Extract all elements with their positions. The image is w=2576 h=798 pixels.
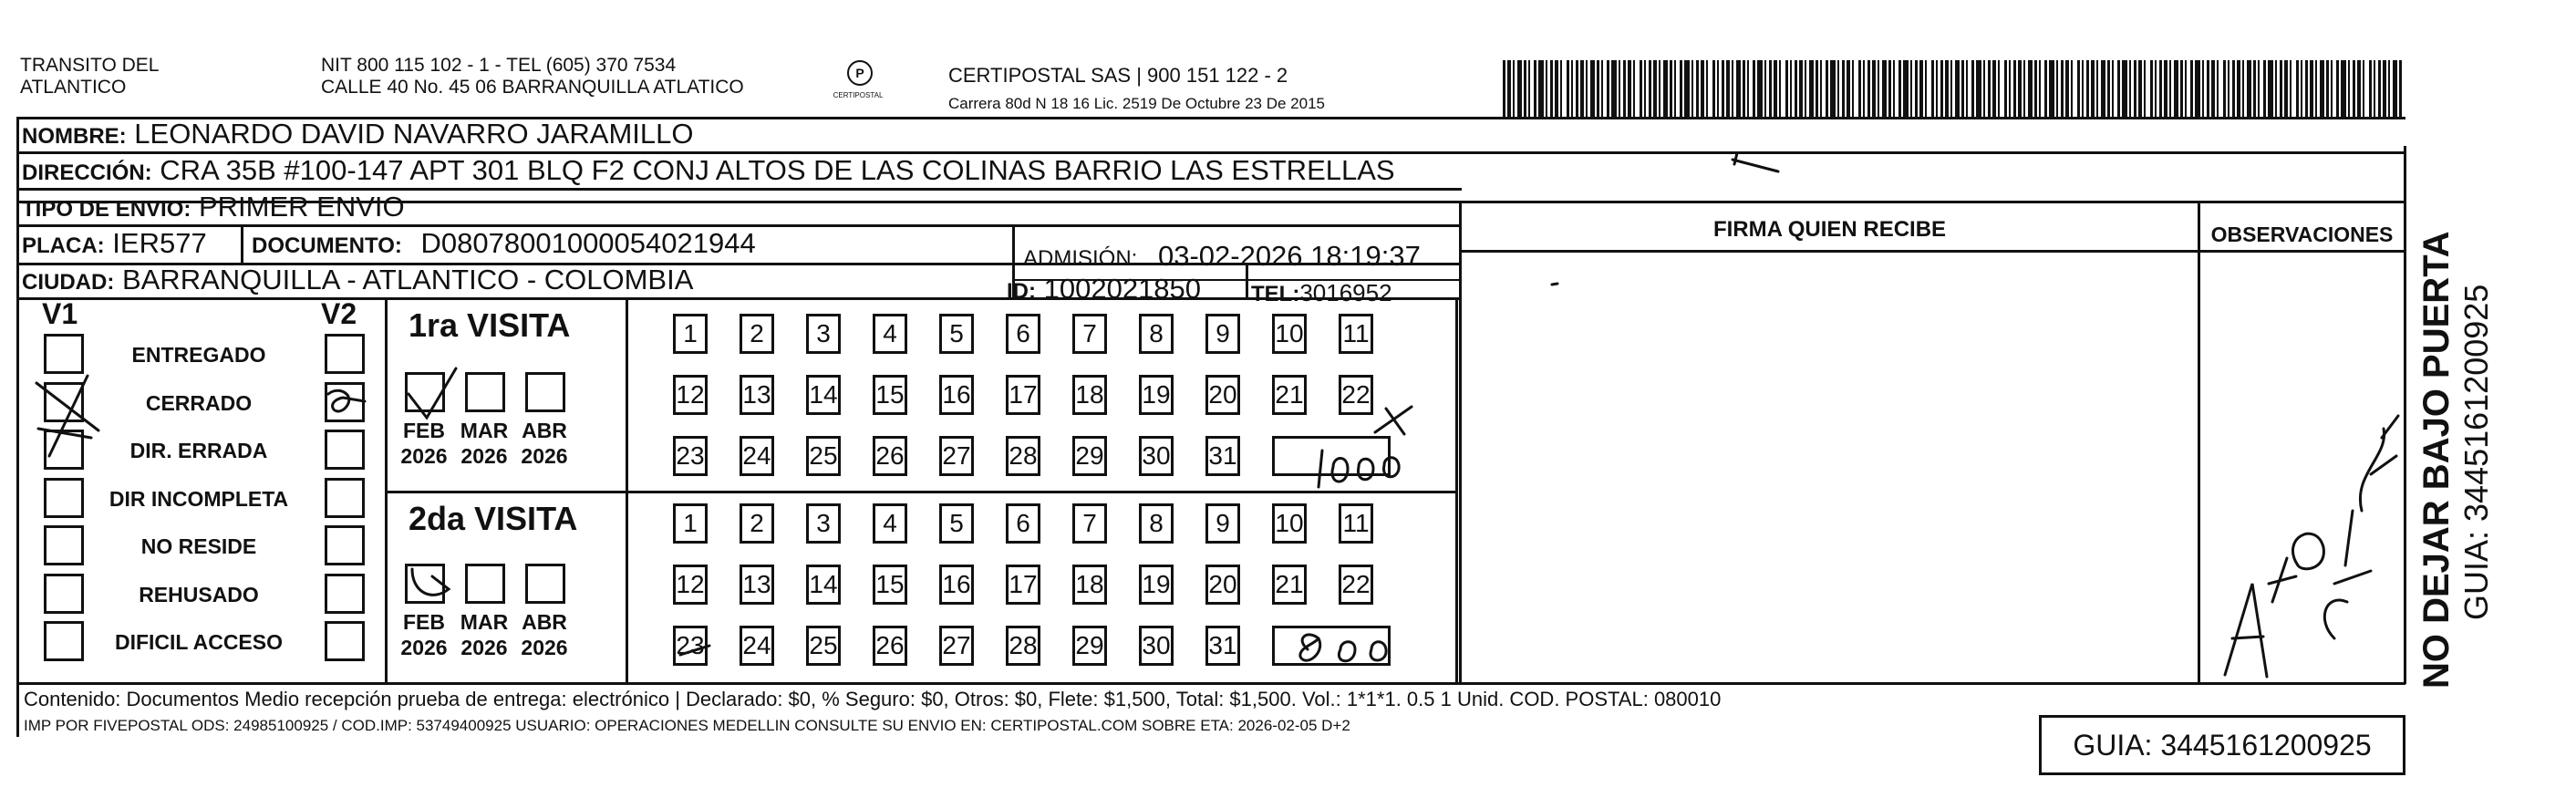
day-box[interactable]: 13 <box>740 565 774 605</box>
day-box[interactable]: 25 <box>806 436 841 476</box>
day-box[interactable]: 8 <box>1139 503 1174 544</box>
day-box[interactable]: 31 <box>1205 626 1240 666</box>
status-label: DIR. ERRADA <box>129 439 268 462</box>
day-box[interactable]: 27 <box>939 436 974 476</box>
year-label: 2026 <box>400 444 448 468</box>
day-box[interactable]: 16 <box>939 375 974 415</box>
day-box[interactable]: 18 <box>1072 565 1107 605</box>
year-label: 2026 <box>460 444 508 468</box>
day-box[interactable]: 10 <box>1272 314 1307 354</box>
day-box[interactable]: 23 <box>673 436 708 476</box>
day-box[interactable]: 21 <box>1272 565 1307 605</box>
day-box[interactable]: 27 <box>939 626 974 666</box>
day-box[interactable]: 20 <box>1205 375 1240 415</box>
tel-value: 3016952 <box>1299 279 1392 306</box>
admision-value: 03-02-2026 18:19:37 <box>1157 240 1421 272</box>
status-label: DIR INCOMPLETA <box>109 487 289 511</box>
day-23-mark <box>680 646 709 655</box>
day-box[interactable]: 21 <box>1272 375 1307 415</box>
status-label: NO RESIDE <box>140 534 257 558</box>
logo-mark-icon: P <box>847 60 873 86</box>
footer-guia: GUIA: 3445161200925 <box>2073 729 2372 762</box>
day-box[interactable]: 8 <box>1139 314 1174 354</box>
day-box[interactable]: 30 <box>1139 436 1174 476</box>
day-box[interactable]: 13 <box>740 375 774 415</box>
sender-line-2: ATLANTICO <box>20 77 127 98</box>
day-box[interactable]: 14 <box>806 565 841 605</box>
month-label: ABR <box>522 419 567 442</box>
observaciones-handwriting-1 <box>2225 534 2323 677</box>
day-box[interactable]: 23 <box>673 626 708 666</box>
month-label: MAR <box>460 419 509 442</box>
day-box[interactable]: 25 <box>806 626 841 666</box>
month-label: FEB <box>403 419 445 442</box>
v2-cerrado-mark <box>328 390 365 411</box>
v2-label: V2 <box>321 297 357 330</box>
day-box[interactable]: 11 <box>1339 314 1373 354</box>
placa-label: PLACA: <box>22 233 105 258</box>
day-box[interactable]: 31 <box>1205 436 1240 476</box>
ciudad-label: CIUDAD: <box>22 270 115 295</box>
day-box[interactable]: 17 <box>1006 565 1040 605</box>
day-box[interactable]: 3 <box>806 314 841 354</box>
license-line: Carrera 80d N 18 16 Lic. 2519 De Octubre 23 De 2015 <box>948 95 1325 112</box>
day-box[interactable]: 12 <box>673 565 708 605</box>
tel-label: TEL: <box>1251 282 1300 306</box>
day-box[interactable]: 26 <box>873 626 907 666</box>
second-visit-time <box>1300 635 1386 661</box>
second-visit-title: 2da VISITA <box>409 500 578 537</box>
status-label: CERRADO <box>145 391 253 415</box>
v1-cerrado-check <box>36 376 98 456</box>
tipo-envio-value: PRIMER ENVIO <box>198 191 405 223</box>
direccion-label: DIRECCIÓN: <box>22 161 152 185</box>
day-box[interactable]: 29 <box>1072 626 1107 666</box>
day-box[interactable]: 11 <box>1339 503 1373 544</box>
day-box[interactable]: 10 <box>1272 503 1307 544</box>
address-line: CALLE 40 No. 45 06 BARRANQUILLA ATLATICO <box>321 77 744 98</box>
nombre-value: LEONARDO DAVID NAVARRO JARAMILLO <box>134 118 694 150</box>
nombre-label: NOMBRE: <box>22 124 127 149</box>
status-label: REHUSADO <box>139 583 259 606</box>
day-box[interactable]: 6 <box>1006 503 1040 544</box>
day-box[interactable]: 18 <box>1072 375 1107 415</box>
day-box[interactable]: 7 <box>1072 503 1107 544</box>
day-box[interactable]: 29 <box>1072 436 1107 476</box>
day-box[interactable]: 16 <box>939 565 974 605</box>
day-box[interactable]: 15 <box>873 375 907 415</box>
day-box[interactable]: 28 <box>1006 626 1040 666</box>
pen-dot <box>1552 284 1557 285</box>
direccion-value: CRA 35B #100-147 APT 301 BLQ F2 CONJ ALTOS DE LAS COLINAS BARRIO LAS ESTRELLAS <box>160 154 1395 186</box>
tipo-envio-label: TIPO DE ENVIO: <box>22 197 191 222</box>
day-box[interactable]: 3 <box>806 503 841 544</box>
status-label: DIFICIL ACCESO <box>114 630 283 654</box>
year-label: 2026 <box>521 444 568 468</box>
day-box[interactable]: 6 <box>1006 314 1040 354</box>
feb-first-check <box>409 368 456 418</box>
pen-mark <box>1733 153 1778 171</box>
day-box[interactable]: 4 <box>873 503 907 544</box>
day-box[interactable]: 14 <box>806 375 841 415</box>
year-label: 2026 <box>460 636 508 659</box>
nit-line: NIT 800 115 102 - 1 - TEL (605) 370 7534 <box>321 55 677 76</box>
feb-second-check <box>412 569 449 595</box>
id-label: ID: <box>1007 279 1036 304</box>
side-guia: GUIA: 3445161200925 <box>2457 284 2495 620</box>
documento-label: DOCUMENTO: <box>252 233 402 258</box>
firma-label: FIRMA QUIEN RECIBE <box>1712 217 1947 242</box>
sender-line-1: TRANSITO DEL <box>20 55 160 76</box>
day-box[interactable]: 12 <box>673 375 708 415</box>
first-visit-time <box>1319 451 1399 487</box>
placa-value: IER577 <box>112 227 207 259</box>
day-box[interactable]: 2 <box>740 314 774 354</box>
day-box[interactable]: 5 <box>939 503 974 544</box>
observaciones-label: OBSERVACIONES <box>2210 223 2394 246</box>
id-value: 1002021850 <box>1043 273 1202 305</box>
status-label: ENTREGADO <box>131 343 266 367</box>
no-dejar-notice: NO DEJAR BAJO PUERTA <box>2416 231 2457 689</box>
day-box[interactable]: 1 <box>673 503 708 544</box>
admision-label: ADMISIÓN: <box>1023 246 1138 271</box>
day-box[interactable]: 28 <box>1006 436 1040 476</box>
documento-value: D08078001000054021944 <box>420 227 756 259</box>
day-box[interactable]: 9 <box>1205 503 1240 544</box>
footer-line-2: IMP POR FIVEPOSTAL ODS: 24985100925 / COD.IMP: 53749400925 USUARIO: OPERACIONES MEDELLIN CONSULTE SU ENVIO EN: CERTIPOSTAL.COM SOBRE ETA: 2026-02-05 D+2 <box>24 717 1350 734</box>
year-label: 2026 <box>521 636 568 659</box>
day-box[interactable]: 1 <box>673 314 708 354</box>
day-box[interactable]: 7 <box>1072 314 1107 354</box>
day-box[interactable]: 22 <box>1339 375 1373 415</box>
day-box[interactable]: 5 <box>939 314 974 354</box>
observaciones-handwriting-2 <box>2324 416 2398 638</box>
first-visit-title: 1ra VISITA <box>409 306 571 344</box>
day-box[interactable]: 19 <box>1139 565 1174 605</box>
day-box[interactable]: 15 <box>873 565 907 605</box>
month-label: MAR <box>460 610 509 634</box>
day-box[interactable]: 24 <box>740 626 774 666</box>
day-box[interactable]: 20 <box>1205 565 1240 605</box>
day-box[interactable]: 17 <box>1006 375 1040 415</box>
company-line: CERTIPOSTAL SAS | 900 151 122 - 2 <box>948 64 1288 87</box>
month-label: FEB <box>403 610 445 634</box>
day-box[interactable]: 4 <box>873 314 907 354</box>
day-box[interactable]: 2 <box>740 503 774 544</box>
day-box[interactable]: 26 <box>873 436 907 476</box>
day-box[interactable]: 9 <box>1205 314 1240 354</box>
day-22-mark <box>1375 407 1412 434</box>
footer-line-1: Contenido: Documentos Medio recepción prueba de entrega: electrónico | Declarado: $0, % Seguro: $0, Otros: $0, Flete: $1,500, Total: $1,500. Vol.: 1*1*1. 0.5 1 Unid. COD. POSTAL: 080010 <box>24 688 1722 710</box>
year-label: 2026 <box>400 636 448 659</box>
logo-text: CERTIPOSTAL <box>833 91 884 99</box>
ciudad-value: BARRANQUILLA - ATLANTICO - COLOMBIA <box>121 264 694 295</box>
day-box[interactable]: 22 <box>1339 565 1373 605</box>
day-box[interactable]: 24 <box>740 436 774 476</box>
day-box[interactable]: 19 <box>1139 375 1174 415</box>
day-box[interactable]: 30 <box>1139 626 1174 666</box>
month-label: ABR <box>522 610 567 634</box>
v1-label: V1 <box>42 297 78 330</box>
